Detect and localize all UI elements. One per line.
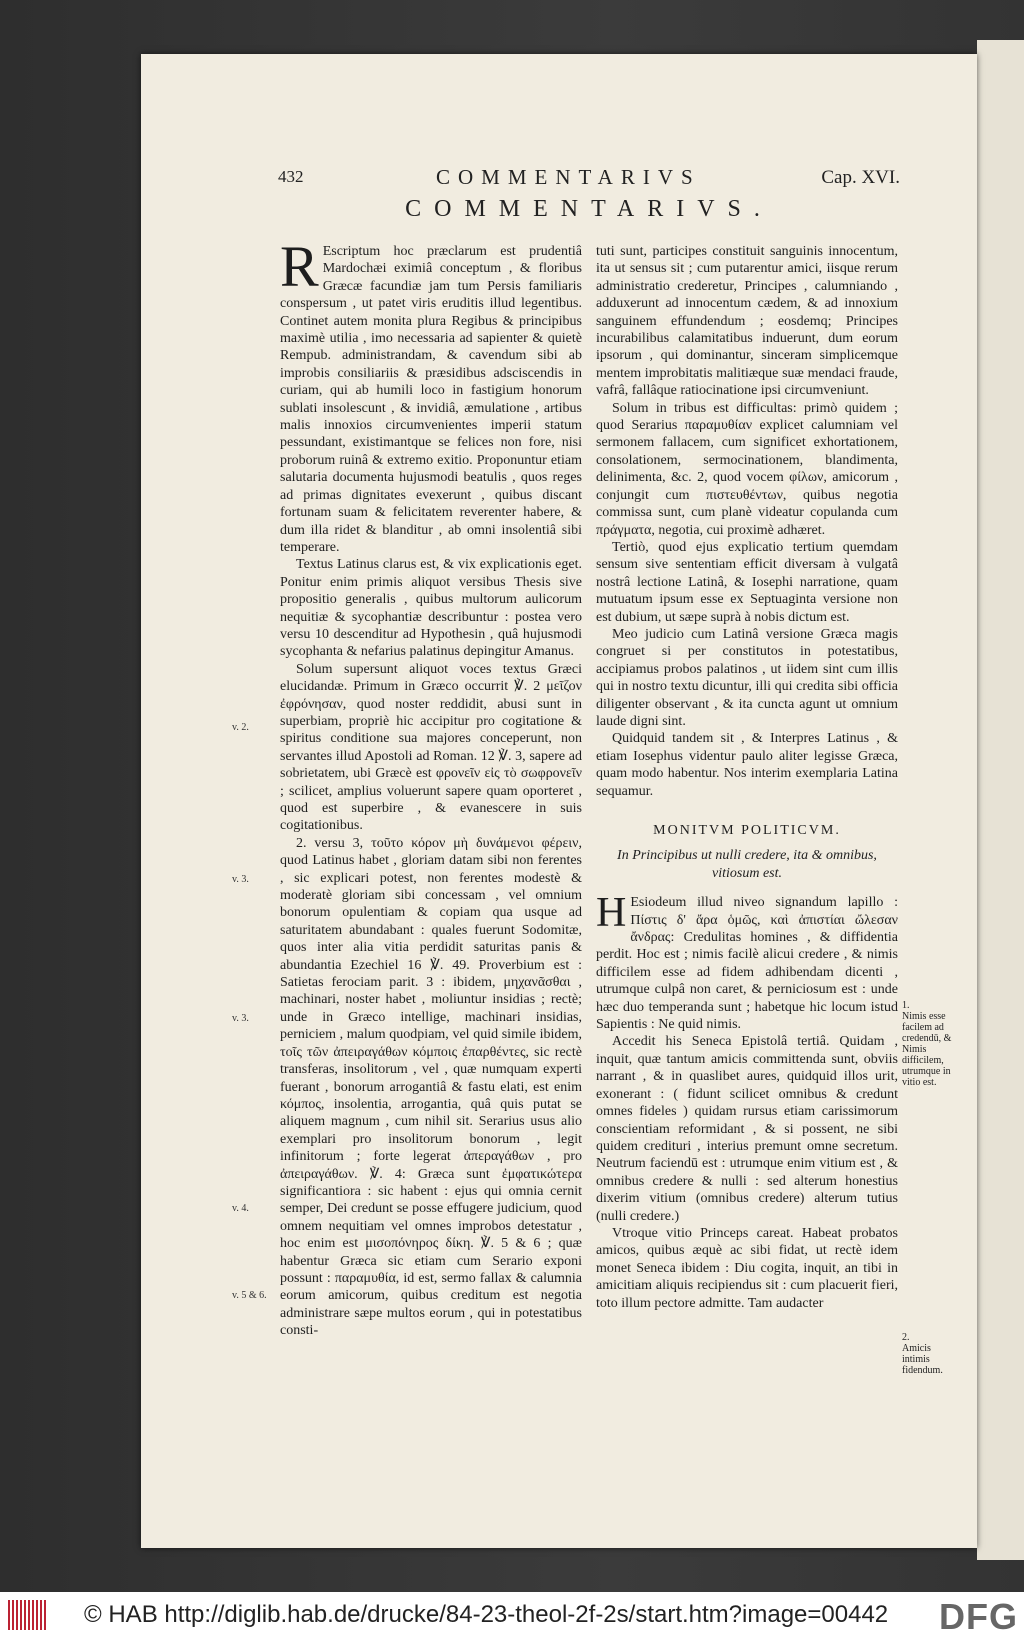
paragraph: Solum supersunt aliquot voces textus Græci elucidandæ. Primum in Græco occurrit ℣. 2 μεῖζον ἐφρόνησαν, quod noster reddidit, abusi sunt in superbiam, propriè hic accipitur pro cogitatione & spiritus conditione sua majores conceperunt, non servantes illud Apostoli ad Roman. 12 ℣. 3, sapere ad sobrietatem, ubi Græcè est φρονεῖν εἰς τὸ σωφρονεῖν ; scilicet, amplius voluerunt sapere quam oporteret , quod est superbire , & evanescere in suis cogitationibus. xyxy=(280,661,582,834)
section-subtitle: In Principibus ut nulli credere, ita & omnibus, vitiosum est. xyxy=(617,848,877,881)
source-url[interactable]: © HAB http://diglib.hab.de/drucke/84-23-theol-2f-2s/start.htm?image=00442 xyxy=(84,1601,889,1628)
drop-cap: R xyxy=(280,234,319,299)
text-column-left xyxy=(280,234,582,1340)
margin-note-text: Nimis esse facilem ad credendū, & Nimis difficilem, utrumque in vitio est. xyxy=(902,1011,952,1088)
facing-page-edge xyxy=(977,40,1024,1560)
margin-note-number: 2. xyxy=(902,1332,910,1343)
paragraph: tuti sunt, participes constituit sanguinis innocentum, ita ut sensus sit ; cum putarentur amici, iisque rerum administratio crederetur, Principes , calumniando , adduxerunt ad innocentum cædem, & ad innoxium sanguinem effundendum ; eosdemq; Principes incurabilibus calamitatibus induerunt, dum eorum ipsorum , qui dominantur, sinceram simplicemque mentem improbitatis malitiæque suæ mendaci fraude, vafrâ, fallâque ratiocinatione ipsi circumveniunt. xyxy=(596,244,898,399)
dfg-logo: DFG xyxy=(939,1596,1018,1637)
margin-note xyxy=(902,1332,960,1376)
paragraph: Vtroque vitio Princeps careat. Habeat probatos amicos, quibus æquè ac sibi fidat, ut rectè idem monet Seneca ibidem : Diu cogita, inquit, an tibi in amicitiam aliquis recipiendus sit : cum placuerit fieri, toto illum pectore admitte. Tam audacter xyxy=(596,1225,898,1311)
paragraph: H Esiodeum illud niveo signandum lapillo : Πίστις δ' ἄρα ὁμῶς, καὶ ἀπιστίαι ὤλεσαν ἄνδρας: Credulitas homines , & diffidentia perdit. Hoc est ; nimis facilè alicui credere , & nimis difficilem esse ad fidem adhibendam dicenti , utrumque culpâ non caret, & perniciosum est : unde hæc duo temperanda sunt ; habetque hic locum istud Sapientis : Ne quid nimis. xyxy=(596,890,898,1033)
running-head: COMMENTARIVS xyxy=(436,165,701,189)
paragraph: Quidquid tandem sit , & Interpres Latinus , & etiam Iosephus videntur paulo aliter legisse Græca, quam modo habentur. Nos interim exemplaria Latina sequamur. xyxy=(596,731,898,799)
verse-marker: v. 3. xyxy=(232,1013,249,1024)
verse-marker: v. 4. xyxy=(232,1203,249,1214)
margin-note-number: 1. xyxy=(902,1000,910,1011)
paragraph: Tertiò, quod ejus explicatio tertium quemdam sensum sive sententiam efficit diversam à vulgatâ nostrâ lectione Latinâ, & Iosephi narratione, quam mutuatum ipsum esse ex Septuaginta versione non est dubium, ut sæpe suprà à nobis dictum est. xyxy=(596,539,898,625)
text-column-right xyxy=(596,243,898,1312)
page-number: 432 xyxy=(278,167,304,186)
drop-cap: H xyxy=(596,890,627,937)
page-title: COMMENTARIVS. xyxy=(405,196,773,222)
paragraph: Accedit his Seneca Epistolâ tertiâ. Quidam , inquit, quæ tantum amicis committenda sunt, obviis narrant , & in quaslibet aures, quidquid illos urit, exonerant : ( fidunt scilicet omnibus & credunt omnes fideles ) quidam rursus etiam carissimorum conscientiam reformidant , & si possent, ne sibi quidem credituri , interius premunt omne secretum. Neutrum faciendū est : utrumque enim vitium est , & omnibus credere & nulli : sed alterum honestius dixerim vitium (omnibus credere) alterum tutius (nulli credere.) xyxy=(596,1034,898,1224)
margin-note xyxy=(902,1000,960,1088)
paragraph: R Escriptum hoc præclarum est prudentiâ Mardochæi eximiâ conceptum , & floribus Græcæ facundiæ jam tum Persis familiaris conspersum , ut patet viris eruditis illud legentibus. Continet autem monita plura Regibus & principibus maximè utilia , imo necessaria ad sapienter & quietè Rempub. administrandam, & cavendum sibi ab improbis consiliariis & præsidibus adsciscendis in curiam, qui ab humili loco in fastigium honorum sublati insolescunt , & invidiâ, æmulatione , artibus malis innoxios circumvenientes imperii statum pessundant, existimantque se felices non fore, nisi proborum ruinâ & extremo exitio. Proponuntur etiam salutaria documenta hujusmodi beatulis , quos reges ad primas dignitates evexerunt , quibus discant fortunam suam & felicitatem reverenter habere, & dum illa ridet & blanditur , ab omni insolentiâ sibi temperare. xyxy=(280,234,582,555)
margin-note-text: Amicis intimis fidendum. xyxy=(902,1343,943,1376)
section-heading: MONITVM POLITICVM. xyxy=(653,823,841,838)
paragraph: Meo judicio cum Latinâ versione Græca magis congruet si per constitutos in potestatibus, accipiamus probos palatinos , ut iidem sint cum illis qui in nostro textu dicuntur, illi qui credita sibi officia diligenter observant , & ita cuncta agunt ut omnium laude digni sint. xyxy=(596,626,898,729)
paragraph: 2. versu 3, τοῦτο κόρον μὴ δυνάμενοι φέρειν, quod Latinus habet , gloriam datam sibi non ferentes , sic explicari potest, non ferentes modestè & moderatè gloriam sibi concessam , vel omnium bonorum opulentiam & copiam qua usque ad saturitatem abundabant : quales fuerunt Sodomitæ, quos inter alia vitia perdidit saturitas panis & abundantia Ezechiel 16 ℣. 49. Proverbium est : Satietas ferociam parit. 3 : ibidem, μηχανᾶσθαι , machinari, noster habet , moliuntur insidias ; rectè; unde in Græco intellige, machinari insidias, perniciem , malum quodpiam, vel quid simile ibidem, τοῖς τῶν ἀπειραγάθων κόμποις ἐπαρθέντες, sic rectè transferas, insolitorum , vel , quæ numquam experti fuerant , bonorum arrogantiâ & fastu elati, est enim κόμπος, insolentia, arrogantia, quâ quis putat se aliquem magnum , cum nihil sit. Serarius usus alio exemplari pro insolitorum bonorum , legit infinitorum ; forte legerat ἀπεραγάθων , pro ἀπειραγάθων. ℣. 4: Græca sunt ἐμφατικώτερα significantiora : sic habent : ejus qui omnia cernit semper, Dei credunt se posse effugere judicium, quod omnem nequitiam vel omnes improbos detestatur , hoc enim est μισοπόνηρος δίκη. ℣. 5 & 6 ; quæ habentur Græca sic etiam cum Serario exponi possunt : παραμυθία, id est, sermo fallax & calumnia eorum amicorum, quibus creditum est negotia administrare sæpe multos eorum , qui in potestatibus consti- xyxy=(280,835,582,1339)
verse-marker: v. 2. xyxy=(232,722,249,733)
verse-marker: v. 3. xyxy=(232,874,249,885)
paragraph: Textus Latinus clarus est, & vix explicationis eget. Ponitur enim primis aliquot versibus Thesis sive propositio generalis , quibus multorum aulicorum nequitiæ & sycophantiæ describuntur : postea vero versu 10 descenditur ad Hypothesin , quâ hujusmodi sycophanta & nefarius palatinus depingitur Amanus. xyxy=(280,557,582,660)
chapter-label: Cap. XVI. xyxy=(821,167,900,188)
paragraph: Solum in tribus est difficultas: primò quidem ; quod Serarius παραμυθίαν explicet calumniam vel sermonem fallacem, cum significet exhortationem, consolationem, sermocinationem, blandimenta, delinimenta, &c. 2, quod vocem φίλων, amicorum , conjungit cum πιστευθέντων, quibus negotia commissa sunt, cum planè videatur copulanda cum πράγματα, negotia, cui proximè adhæret. xyxy=(596,400,898,538)
page-header xyxy=(278,167,900,191)
verse-marker: v. 5 & 6. xyxy=(232,1290,267,1301)
footer-bar xyxy=(0,1592,1024,1640)
barcode-icon xyxy=(8,1600,48,1630)
